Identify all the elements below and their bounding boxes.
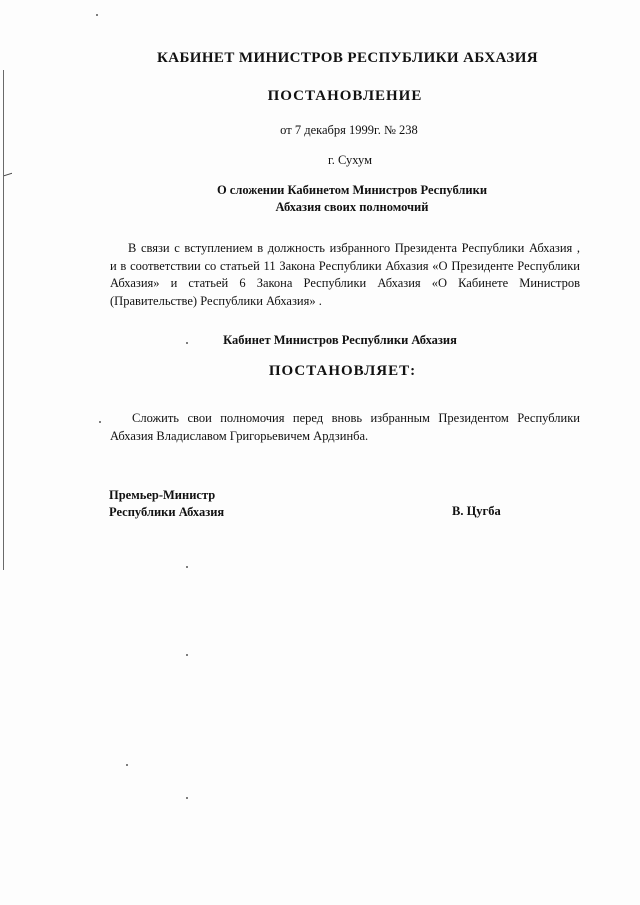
preamble-line: Абхазия» и статьей 6 Закона Республики Абхазия «О Кабинете Министров: [110, 276, 580, 290]
scan-speck: [186, 654, 188, 656]
preamble-line: В связи с вступлением в должность избранного Президента Республики Абхазия ,: [128, 241, 580, 255]
resolution-paragraph: [110, 410, 580, 445]
resolves-heading: ПОСТАНОВЛЯЕТ:: [268, 363, 417, 379]
subject-line: Абхазия своих полномочий: [275, 200, 429, 214]
preamble-line: и в соответствии со статьей 11 Закона Республики Абхазия «О Президенте Республики: [110, 258, 580, 273]
scan-speck: [186, 566, 188, 568]
resolution-line: Сложить свои полномочия перед вновь избранным Президентом Республики: [132, 411, 580, 425]
document-type-heading: ПОСТАНОВЛЕНИЕ: [267, 88, 423, 104]
preamble-line: (Правительстве) Республики Абхазия» .: [110, 293, 322, 308]
subject-line: О сложении Кабинетом Министров Республики: [216, 183, 488, 197]
scan-speck: [126, 764, 128, 766]
organization-title: КАБИНЕТ МИНИСТРОВ РЕСПУБЛИКИ АБХАЗИЯ: [156, 50, 539, 66]
signatory-name: В. Цугба: [452, 504, 501, 518]
scan-speck: [96, 14, 98, 16]
document-date-number: от 7 декабря 1999г. № 238: [280, 123, 418, 137]
signatory-position-line: Республики Абхазия: [109, 505, 225, 519]
resolution-line: Абхазия Владиславом Григорьевичем Ардзинба.: [110, 428, 369, 443]
signatory-position: [109, 487, 224, 521]
signatory-position-line: Премьер-Министр: [109, 488, 216, 502]
document-subject: [0, 182, 640, 216]
scan-margin-line: [3, 70, 4, 570]
scan-bracket-mark: [4, 167, 12, 177]
scan-speck: [186, 797, 188, 799]
deciding-body: Кабинет Министров Республики Абхазия: [223, 333, 457, 347]
scan-speck: [99, 421, 101, 423]
document-city: г. Сухум: [327, 153, 372, 167]
preamble-paragraph: [110, 240, 580, 310]
